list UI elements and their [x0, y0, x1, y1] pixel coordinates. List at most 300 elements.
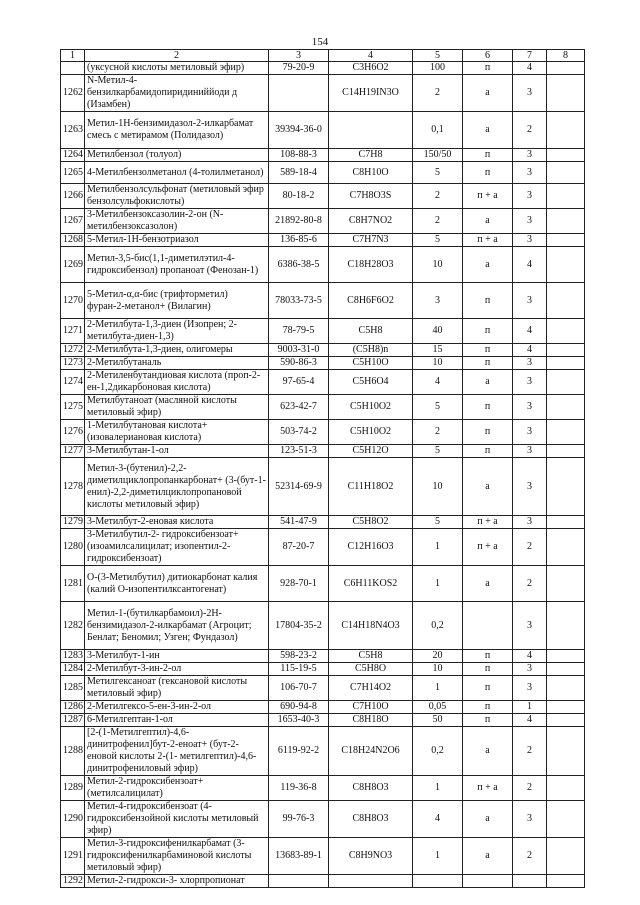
- column-header: 4: [329, 50, 413, 62]
- aggregate-state: [463, 602, 513, 650]
- substance-name: O-(3-Метилбутил) дитиокарбонат калия (калий O-изопентилксантогенат): [85, 566, 269, 602]
- aggregate-state: п + а: [463, 529, 513, 566]
- aggregate-state: п: [463, 344, 513, 357]
- hazard-class: 3: [513, 209, 547, 234]
- substance-name: 3-Метилбут-2-еновая кислота: [85, 516, 269, 529]
- formula: [329, 112, 413, 149]
- formula: C5H10O2: [329, 420, 413, 445]
- concentration-value: 2: [413, 75, 463, 112]
- hazard-class: 3: [513, 184, 547, 209]
- hazard-class: 1: [513, 701, 547, 714]
- column-header: 3: [269, 50, 329, 62]
- hazard-class: 3: [513, 283, 547, 319]
- concentration-value: 1: [413, 776, 463, 801]
- note: [547, 184, 585, 209]
- table-row: [61, 566, 585, 602]
- hazard-class: 3: [513, 516, 547, 529]
- formula: C7H8: [329, 149, 413, 162]
- aggregate-state: [463, 875, 513, 888]
- note: [547, 357, 585, 370]
- table-body: [61, 62, 585, 888]
- aggregate-state: а: [463, 247, 513, 283]
- aggregate-state: п: [463, 714, 513, 727]
- cas-number: 21892-80-8: [269, 209, 329, 234]
- concentration-value: 5: [413, 445, 463, 458]
- note: [547, 701, 585, 714]
- cas-number: 78-79-5: [269, 319, 329, 344]
- table-row: [61, 149, 585, 162]
- table-row: [61, 395, 585, 420]
- note: [547, 420, 585, 445]
- cas-number: 598-23-2: [269, 650, 329, 663]
- note: [547, 234, 585, 247]
- table-row: [61, 602, 585, 650]
- hazard-class: 3: [513, 458, 547, 516]
- aggregate-state: п: [463, 62, 513, 75]
- note: [547, 566, 585, 602]
- note: [547, 663, 585, 676]
- table-row: [61, 650, 585, 663]
- substance-name: [2-(1-Метилгептил)-4,6-динитрофенил]бут-2-еноат+ (бут-2-еновой кислоты 2-(1- метилгептил)-4,6- динитрофениловый эфир): [85, 727, 269, 776]
- aggregate-state: а: [463, 75, 513, 112]
- formula: C8H6F6O2: [329, 283, 413, 319]
- formula: C6H11KOS2: [329, 566, 413, 602]
- substance-name: 2-Метилбут-3-ин-2-ол: [85, 663, 269, 676]
- cas-number: 52314-69-9: [269, 458, 329, 516]
- concentration-value: 15: [413, 344, 463, 357]
- aggregate-state: п: [463, 676, 513, 701]
- substance-name: Метил-4-гидроксибензоат (4-гидроксибензойной кислоты метиловый эфир): [85, 801, 269, 838]
- substance-name: 5-Метил-α,α-бис (трифторметил) фуран-2-метанол+ (Вилагин): [85, 283, 269, 319]
- cas-number: 6386-38-5: [269, 247, 329, 283]
- substance-table: [60, 49, 585, 888]
- table-row: [61, 445, 585, 458]
- concentration-value: 5: [413, 234, 463, 247]
- substance-name: 5-Метил-1Н-бензотриазол: [85, 234, 269, 247]
- concentration-value: 40: [413, 319, 463, 344]
- concentration-value: 0,2: [413, 727, 463, 776]
- formula: C8H8O3: [329, 776, 413, 801]
- formula: C14H19IN3O: [329, 75, 413, 112]
- substance-name: 4-Метилбензолметанол (4-толилметанол): [85, 162, 269, 184]
- formula: C8H9NO3: [329, 838, 413, 875]
- row-number: 1277: [61, 445, 85, 458]
- cas-number: 690-94-8: [269, 701, 329, 714]
- aggregate-state: а: [463, 370, 513, 395]
- hazard-class: 4: [513, 344, 547, 357]
- note: [547, 112, 585, 149]
- row-number: 1287: [61, 714, 85, 727]
- substance-name: Метил-3-гидроксифенилкарбамат (3-гидроксифенилкарбаминовой кислоты метиловый эфир): [85, 838, 269, 875]
- aggregate-state: п + а: [463, 516, 513, 529]
- aggregate-state: п: [463, 319, 513, 344]
- note: [547, 370, 585, 395]
- row-number: 1279: [61, 516, 85, 529]
- row-number: 1289: [61, 776, 85, 801]
- table-row: [61, 516, 585, 529]
- aggregate-state: п + а: [463, 776, 513, 801]
- formula: C5H6O4: [329, 370, 413, 395]
- substance-name: 3-Метилбензоксазолин-2-он (N-метилбензоксазолон): [85, 209, 269, 234]
- concentration-value: 10: [413, 458, 463, 516]
- hazard-class: 3: [513, 357, 547, 370]
- hazard-class: 4: [513, 247, 547, 283]
- hazard-class: 3: [513, 663, 547, 676]
- column-header: 6: [463, 50, 513, 62]
- concentration-value: 5: [413, 162, 463, 184]
- cas-number: 928-70-1: [269, 566, 329, 602]
- cas-number: 99-76-3: [269, 801, 329, 838]
- formula: C8H10O: [329, 162, 413, 184]
- concentration-value: 2: [413, 209, 463, 234]
- aggregate-state: п: [463, 420, 513, 445]
- row-number: 1265: [61, 162, 85, 184]
- substance-name: (уксусной кислоты метиловый эфир): [85, 62, 269, 75]
- cas-number: 503-74-2: [269, 420, 329, 445]
- aggregate-state: а: [463, 838, 513, 875]
- hazard-class: 2: [513, 776, 547, 801]
- concentration-value: 10: [413, 663, 463, 676]
- row-number: 1274: [61, 370, 85, 395]
- hazard-class: 3: [513, 395, 547, 420]
- hazard-class: 3: [513, 234, 547, 247]
- aggregate-state: а: [463, 458, 513, 516]
- table-row: [61, 875, 585, 888]
- substance-name: 2-Метилбута-1,3-диен, олигомеры: [85, 344, 269, 357]
- row-number: 1270: [61, 283, 85, 319]
- formula: C5H8O2: [329, 516, 413, 529]
- substance-name: Метилбутаноат (масляной кислоты метиловый эфир): [85, 395, 269, 420]
- concentration-value: 4: [413, 801, 463, 838]
- formula: C12H16O3: [329, 529, 413, 566]
- concentration-value: 5: [413, 395, 463, 420]
- aggregate-state: а: [463, 566, 513, 602]
- aggregate-state: п: [463, 650, 513, 663]
- table-row: [61, 676, 585, 701]
- cas-number: [269, 75, 329, 112]
- substance-name: 3-Метилбутан-1-ол: [85, 445, 269, 458]
- note: [547, 344, 585, 357]
- hazard-class: [513, 875, 547, 888]
- formula: C8H18O: [329, 714, 413, 727]
- aggregate-state: п: [463, 445, 513, 458]
- row-number: 1264: [61, 149, 85, 162]
- hazard-class: 3: [513, 420, 547, 445]
- table-row: [61, 529, 585, 566]
- table-row: [61, 420, 585, 445]
- aggregate-state: а: [463, 209, 513, 234]
- row-number: 1283: [61, 650, 85, 663]
- concentration-value: 1: [413, 676, 463, 701]
- substance-name: 6-Метилгептан-1-ол: [85, 714, 269, 727]
- formula: C8H7NO2: [329, 209, 413, 234]
- substance-name: Метил-2-гидрокси-3- хлорпропионат: [85, 875, 269, 888]
- row-number: 1271: [61, 319, 85, 344]
- table-row: [61, 344, 585, 357]
- concentration-value: 10: [413, 247, 463, 283]
- cas-number: 115-19-5: [269, 663, 329, 676]
- hazard-class: 3: [513, 370, 547, 395]
- substance-name: 1-Метилбутановая кислота+ (изовалериановая кислота): [85, 420, 269, 445]
- table-row: [61, 75, 585, 112]
- cas-number: 541-47-9: [269, 516, 329, 529]
- aggregate-state: п + а: [463, 184, 513, 209]
- cas-number: 119-36-8: [269, 776, 329, 801]
- row-number: 1272: [61, 344, 85, 357]
- note: [547, 283, 585, 319]
- concentration-value: 50: [413, 714, 463, 727]
- aggregate-state: п: [463, 701, 513, 714]
- aggregate-state: п: [463, 283, 513, 319]
- formula: [329, 875, 413, 888]
- concentration-value: [413, 875, 463, 888]
- hazard-class: 4: [513, 62, 547, 75]
- note: [547, 838, 585, 875]
- formula: C5H8O: [329, 663, 413, 676]
- hazard-class: 4: [513, 319, 547, 344]
- table-row: [61, 234, 585, 247]
- cas-number: 78033-73-5: [269, 283, 329, 319]
- aggregate-state: п + а: [463, 234, 513, 247]
- note: [547, 75, 585, 112]
- concentration-value: 2: [413, 420, 463, 445]
- table-row: [61, 247, 585, 283]
- cas-number: 623-42-7: [269, 395, 329, 420]
- row-number: 1284: [61, 663, 85, 676]
- table-row: [61, 458, 585, 516]
- concentration-value: 20: [413, 650, 463, 663]
- row-number: 1285: [61, 676, 85, 701]
- row-number: 1268: [61, 234, 85, 247]
- concentration-value: 3: [413, 283, 463, 319]
- note: [547, 62, 585, 75]
- note: [547, 162, 585, 184]
- cas-number: 136-85-6: [269, 234, 329, 247]
- hazard-class: 3: [513, 75, 547, 112]
- table-row: [61, 62, 585, 75]
- column-header: 5: [413, 50, 463, 62]
- substance-name: Метил-1-(бутилкарбамоил)-2Н-бензимидазол-2-илкарбамат (Агроцит; Бенлат; Беномил; Узген; Фундазол): [85, 602, 269, 650]
- cas-number: 17804-35-2: [269, 602, 329, 650]
- hazard-class: 3: [513, 602, 547, 650]
- cas-number: 13683-89-1: [269, 838, 329, 875]
- row-number: 1282: [61, 602, 85, 650]
- concentration-value: 100: [413, 62, 463, 75]
- page-number: 154: [311, 36, 329, 48]
- column-header: 8: [547, 50, 585, 62]
- formula: C5H12O: [329, 445, 413, 458]
- table-row: [61, 838, 585, 875]
- column-number-row: [61, 50, 585, 62]
- aggregate-state: а: [463, 112, 513, 149]
- row-number: 1262: [61, 75, 85, 112]
- note: [547, 209, 585, 234]
- substance-name: 2-Метилбута-1,3-диен (Изопрен; 2-метилбута-диен-1,3): [85, 319, 269, 344]
- cas-number: 97-65-4: [269, 370, 329, 395]
- aggregate-state: а: [463, 727, 513, 776]
- cas-number: 39394-36-0: [269, 112, 329, 149]
- aggregate-state: п: [463, 162, 513, 184]
- formula: C5H8: [329, 319, 413, 344]
- substance-name: Метил-3-(бутенил)-2,2-диметилциклопропанкарбонат+ (3-(бут-1-енил)-2,2-диметилциклопропановой кислоты метиловый эфир): [85, 458, 269, 516]
- note: [547, 676, 585, 701]
- note: [547, 529, 585, 566]
- formula: C3H6O2: [329, 62, 413, 75]
- formula: C18H24N2O6: [329, 727, 413, 776]
- hazard-class: 4: [513, 650, 547, 663]
- table-row: [61, 370, 585, 395]
- substance-name: 3-Метилбутил-2- гидроксибензоат+ (изоамилсалицилат; изопентил-2-гидроксибензоат): [85, 529, 269, 566]
- substance-name: 2-Метиленбутандиовая кислота (проп-2-ен-1,2дикарбоновая кислота): [85, 370, 269, 395]
- formula: (C5H8)n: [329, 344, 413, 357]
- row-number: 1278: [61, 458, 85, 516]
- note: [547, 602, 585, 650]
- formula: C8H8O3: [329, 801, 413, 838]
- cas-number: 106-70-7: [269, 676, 329, 701]
- table-row: [61, 112, 585, 149]
- row-number: 1263: [61, 112, 85, 149]
- formula: C18H28O3: [329, 247, 413, 283]
- cas-number: 590-86-3: [269, 357, 329, 370]
- formula: C5H10O: [329, 357, 413, 370]
- substance-name: Метилгексаноат (гексановой кислоты метиловый эфир): [85, 676, 269, 701]
- substance-name: 2-Метилгексо-5-ен-3-ин-2-ол: [85, 701, 269, 714]
- substance-name: 2-Метилбутаналь: [85, 357, 269, 370]
- formula: C7H14O2: [329, 676, 413, 701]
- cas-number: 87-20-7: [269, 529, 329, 566]
- note: [547, 776, 585, 801]
- note: [547, 875, 585, 888]
- table-row: [61, 162, 585, 184]
- cas-number: 123-51-3: [269, 445, 329, 458]
- row-number: 1266: [61, 184, 85, 209]
- formula: C5H10O2: [329, 395, 413, 420]
- formula: C7H8O3S: [329, 184, 413, 209]
- concentration-value: 150/50: [413, 149, 463, 162]
- hazard-class: 3: [513, 149, 547, 162]
- aggregate-state: п: [463, 357, 513, 370]
- note: [547, 458, 585, 516]
- formula: C5H8: [329, 650, 413, 663]
- row-number: 1288: [61, 727, 85, 776]
- concentration-value: 1: [413, 838, 463, 875]
- concentration-value: 4: [413, 370, 463, 395]
- hazard-class: 2: [513, 529, 547, 566]
- column-header: 7: [513, 50, 547, 62]
- note: [547, 247, 585, 283]
- formula: C7H7N3: [329, 234, 413, 247]
- aggregate-state: а: [463, 801, 513, 838]
- concentration-value: 10: [413, 357, 463, 370]
- table-row: [61, 184, 585, 209]
- substance-name: Метилбензол (толуол): [85, 149, 269, 162]
- concentration-value: 1: [413, 566, 463, 602]
- column-header: 1: [61, 50, 85, 62]
- hazard-class: 2: [513, 838, 547, 875]
- note: [547, 149, 585, 162]
- note: [547, 714, 585, 727]
- row-number: 1276: [61, 420, 85, 445]
- table-row: [61, 701, 585, 714]
- cas-number: 589-18-4: [269, 162, 329, 184]
- concentration-value: 0,1: [413, 112, 463, 149]
- aggregate-state: п: [463, 663, 513, 676]
- note: [547, 445, 585, 458]
- hazard-class: 4: [513, 714, 547, 727]
- substance-name: N-Метил-4-бензилкарбамидопиридиниййоди д (Изамбен): [85, 75, 269, 112]
- note: [547, 650, 585, 663]
- hazard-class: 3: [513, 801, 547, 838]
- row-number: 1267: [61, 209, 85, 234]
- hazard-class: 2: [513, 112, 547, 149]
- note: [547, 727, 585, 776]
- aggregate-state: п: [463, 395, 513, 420]
- substance-name: Метил-3,5-бис(1,1-диметилэтил-4-гидроксибензол) пропаноат (Фенозан-1): [85, 247, 269, 283]
- note: [547, 516, 585, 529]
- substance-name: Метил-1Н-бензимидазол-2-илкарбамат смесь с метирамом (Полидазол): [85, 112, 269, 149]
- substance-name: 3-Метилбут-1-ин: [85, 650, 269, 663]
- row-number: 1286: [61, 701, 85, 714]
- table-row: [61, 209, 585, 234]
- concentration-value: 2: [413, 184, 463, 209]
- cas-number: 108-88-3: [269, 149, 329, 162]
- hazard-class: 2: [513, 566, 547, 602]
- formula: C7H10O: [329, 701, 413, 714]
- table-row: [61, 663, 585, 676]
- column-header: 2: [85, 50, 269, 62]
- row-number: 1292: [61, 875, 85, 888]
- row-number: 1281: [61, 566, 85, 602]
- row-number: [61, 62, 85, 75]
- concentration-value: 5: [413, 516, 463, 529]
- cas-number: 9003-31-0: [269, 344, 329, 357]
- cas-number: 6119-92-2: [269, 727, 329, 776]
- hazard-class: 3: [513, 676, 547, 701]
- row-number: 1290: [61, 801, 85, 838]
- cas-number: [269, 875, 329, 888]
- row-number: 1275: [61, 395, 85, 420]
- cas-number: 79-20-9: [269, 62, 329, 75]
- table-row: [61, 727, 585, 776]
- row-number: 1291: [61, 838, 85, 875]
- aggregate-state: п: [463, 149, 513, 162]
- hazard-class: 2: [513, 727, 547, 776]
- note: [547, 395, 585, 420]
- concentration-value: 1: [413, 529, 463, 566]
- formula: C11H18O2: [329, 458, 413, 516]
- note: [547, 801, 585, 838]
- note: [547, 319, 585, 344]
- row-number: 1280: [61, 529, 85, 566]
- hazard-class: 3: [513, 162, 547, 184]
- substance-name: Метил-2-гидроксибензоат+ (метилсалицилат): [85, 776, 269, 801]
- concentration-value: 0,05: [413, 701, 463, 714]
- hazard-class: 3: [513, 445, 547, 458]
- table-row: [61, 319, 585, 344]
- concentration-value: 0,2: [413, 602, 463, 650]
- table-row: [61, 714, 585, 727]
- cas-number: 1653-40-3: [269, 714, 329, 727]
- table-row: [61, 776, 585, 801]
- cas-number: 80-18-2: [269, 184, 329, 209]
- table-row: [61, 357, 585, 370]
- table-row: [61, 283, 585, 319]
- formula: C14H18N4O3: [329, 602, 413, 650]
- row-number: 1269: [61, 247, 85, 283]
- row-number: 1273: [61, 357, 85, 370]
- table-row: [61, 801, 585, 838]
- substance-name: Метилбензолсульфонат (метиловый эфир бензолсульфокислоты): [85, 184, 269, 209]
